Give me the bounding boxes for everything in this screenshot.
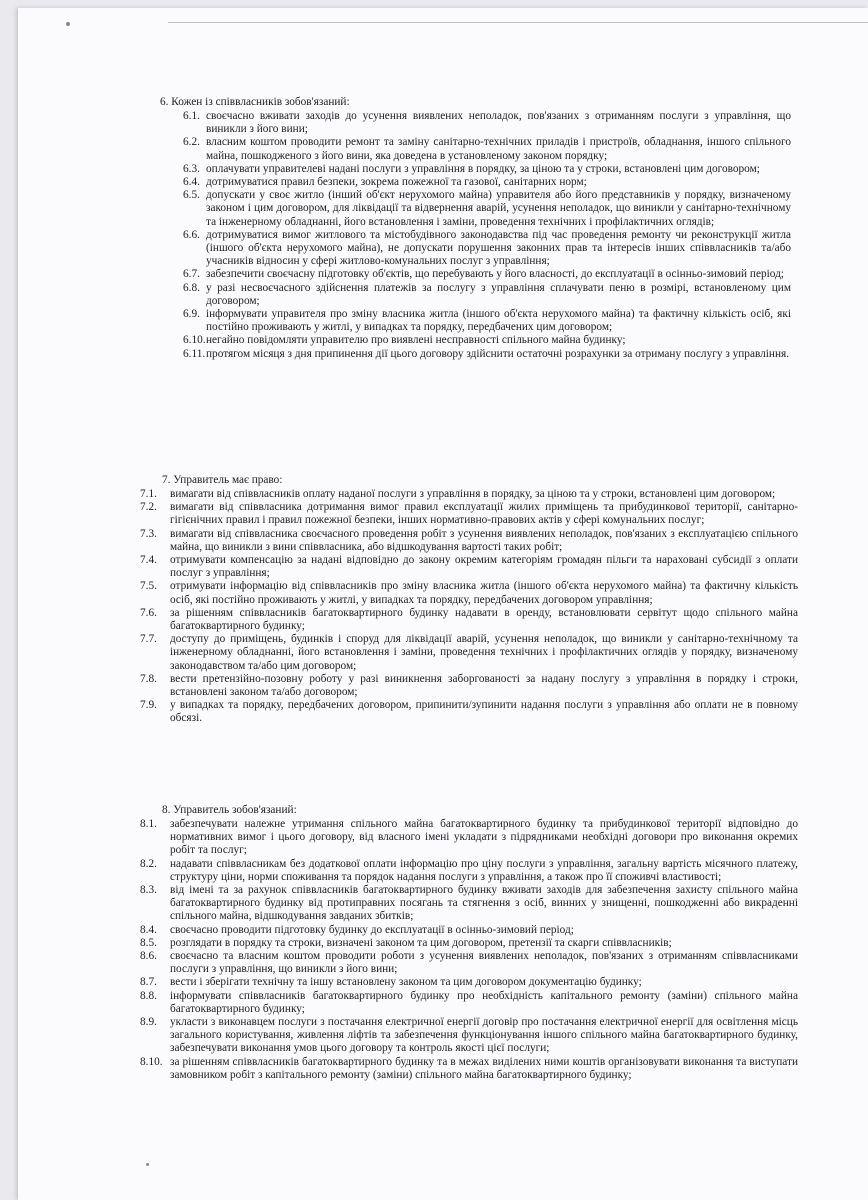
item-number: 7.3. — [140, 527, 157, 540]
list-item — [18, 282, 868, 308]
list-item — [18, 884, 868, 924]
item-number: 8.2. — [140, 857, 157, 870]
list-item — [18, 136, 868, 162]
list-item — [18, 633, 868, 673]
item-text: інформувати управителя про зміну власника житла (іншого об'єкта нерухомого майна) та фактичну кількість осіб, які постійно проживають у житлі, у випадках та порядку, передбачених цим договором; — [206, 308, 791, 334]
document-page — [18, 8, 868, 1200]
list-item — [18, 673, 868, 699]
list-item — [18, 334, 868, 347]
item-number: 7.7. — [140, 633, 157, 646]
document-body — [18, 8, 868, 1200]
item-number: 8.8. — [140, 989, 157, 1002]
list-item — [18, 268, 868, 281]
item-text: протягом місяця з дня припинення дії цього договору здійснити остаточні розрахунки за отриману послугу з управління. — [206, 347, 790, 360]
list-item — [18, 501, 868, 527]
item-number: 7.1. — [140, 488, 157, 500]
list-item — [18, 937, 868, 950]
list-item — [18, 308, 868, 334]
item-number: 6.7. — [183, 268, 200, 281]
item-number: 6.4. — [183, 176, 200, 189]
item-number: 6.6. — [183, 228, 200, 241]
list-item — [18, 348, 868, 361]
item-number: 8.4. — [140, 923, 157, 936]
list-item — [18, 488, 868, 501]
list-item — [18, 110, 868, 136]
item-text: надавати співвласникам без додаткової оплати інформацію про ціну послуги з управління, загальну вартість місячного платежу, структуру ціни, норми споживання та порядок надання послуги з управління, а також про її споживчі властивості; — [170, 857, 798, 883]
item-number: 7.5. — [140, 580, 157, 593]
list-item — [18, 1016, 868, 1056]
list-item — [18, 924, 868, 937]
item-text: дотримуватися правил безпеки, зокрема пожежної та газової, санітарних норм; — [206, 176, 587, 189]
item-number: 8.10. — [140, 1055, 163, 1068]
section-6-heading: 6. Кожен із співвласників зобов'язаний: — [160, 96, 350, 108]
item-number: 6.5. — [183, 189, 200, 202]
item-text: отримувати інформацію від співвласників про зміну власника житла (іншого об'єкта нерухомого майна) та фактичну кількість осіб, які постійно проживають у житлі, у випадках та порядку, передбачених договором управління; — [170, 580, 798, 606]
section-7-list — [18, 488, 868, 726]
item-number: 6.2. — [183, 136, 200, 149]
item-number: 8.9. — [140, 1016, 157, 1029]
item-text: негайно повідомляти управителю про виявлені несправності спільного майна будинку; — [206, 334, 626, 347]
item-number: 6.11. — [183, 347, 206, 360]
item-text: отримувати компенсацію за надані відповідно до закону окремим категоріям громадян пільги та нараховані субсидії з оплати послуг з управління; — [170, 554, 798, 580]
item-text: за рішенням співвласників багатоквартирного будинку надавати в оренду, встановлювати сервітут щодо спільного майна багатоквартирного будинку; — [170, 606, 798, 633]
item-text: у разі несвоєчасного здійснення платежів за послугу з управління сплачувати пеню в розмірі, встановленому цим договором; — [206, 281, 791, 307]
item-number: 8.5. — [140, 936, 157, 949]
item-number: 6.3. — [183, 162, 200, 175]
item-text: власним коштом проводити ремонт та заміну санітарно-технічних приладів і пристроїв, обладнання, іншого спільного майна, пошкодженого з його вини, яка доведена в установленому законом порядку; — [206, 136, 791, 162]
item-text: укласти з виконавцем послуги з постачання електричної енергії договір про постачання електричної енергії для освітлення місць загального користування, живлення ліфтів та забезпечення функціонування іншого спільного майна багатоквартирного будинку, забезпечувати виконання умов цього договору та контроль якості цієї послуги; — [170, 1016, 798, 1055]
item-text: забезпечити своєчасну підготовку об'єктів, що перебувають у його власності, до експлуатації в осінньо-зимовий період; — [206, 268, 784, 281]
item-number: 8.6. — [140, 950, 157, 963]
item-number: 8.3. — [140, 884, 157, 897]
list-item — [18, 189, 868, 229]
item-number: 8.7. — [140, 976, 157, 989]
list-item — [18, 554, 868, 580]
item-number: 7.2. — [140, 501, 157, 514]
list-item — [18, 229, 868, 269]
item-text: своєчасно вживати заходів до усунення виявлених неполадок, пов'язаних з отриманням послуги з управління, що виникли з його вини; — [206, 110, 791, 136]
item-text: дотримуватися вимог житлового та містобудівного законодавства під час проведення ремонту чи реконструкції житла (іншого об'єкта нерухомого майна), не допускати порушення законних прав та інтересів інших співвласників та/або учасників відносин у сфері житлово-комунальних послуг з управління; — [206, 228, 791, 268]
list-item — [18, 818, 868, 858]
item-text: вести претензійно-позовну роботу у разі виникнення заборгованості за надану послугу з управління в порядку і строки, встановлені законом та/або договором; — [170, 672, 798, 699]
item-number: 7.8. — [140, 672, 157, 685]
section-8-list — [18, 818, 868, 1082]
list-item — [18, 976, 868, 989]
list-item — [18, 858, 868, 884]
section-6-list — [18, 110, 868, 361]
list-item — [18, 950, 868, 976]
item-number: 7.4. — [140, 554, 157, 567]
section-7-heading: 7. Управитель має право: — [162, 474, 283, 486]
item-text: інформувати співвласників багатоквартирного будинку про необхідність капітального ремонту (заміни) спільного майна багатоквартирного будинку; — [170, 989, 798, 1015]
list-item — [18, 1056, 868, 1082]
item-number: 6.10. — [183, 334, 206, 347]
item-text: за рішенням співвласників багатоквартирного будинку та в межах виділених ними коштів організовувати виконання та виступати замовником робіт з капітального ремонту (заміни) спільного майна багатоквартирного будинку; — [170, 1055, 798, 1081]
item-number: 6.9. — [183, 308, 200, 321]
item-text: вести і зберігати технічну та іншу встановлену законом та цим договором документацію будинку; — [170, 976, 642, 989]
item-number: 8.1. — [140, 818, 157, 830]
list-item — [18, 163, 868, 176]
list-item — [18, 528, 868, 554]
item-text: своєчасно та власним коштом проводити роботи з усунення виявлених неполадок, пов'язаних з отриманням співвласниками послуги з управління, що виникли з його вини; — [170, 950, 798, 976]
item-text: допускати у своє житло (інший об'єкт нерухомого майна) управителя або його представників у порядку, визначеному законом і цим договором, для ліквідації та відвернення аварій, усунення неполадок, що виникли у санітарно-технічному та інженерному обладнанні, його встановлення і заміни, проведення технічних і профілактичних оглядів; — [206, 189, 791, 228]
item-text: доступу до приміщень, будинків і споруд для ліквідації аварій, усунення неполадок, що виникли у санітарно-технічному та інженерному обладнанні, його встановлення і заміни, проведення технічних і профілактичних оглядів у порядку, визначеному законодавством та/або цим договором; — [170, 633, 798, 672]
item-text: забезпечувати належне утримання спільного майна багатоквартирного будинку та прибудинкової території відповідно до нормативних вимог і цього договору, від власного імені укладати з підрядниками необхідні договори про виконання окремих робіт та послуг; — [170, 818, 798, 857]
item-number: 6.8. — [183, 281, 200, 294]
list-item — [18, 699, 868, 725]
item-text: вимагати від співвласників оплату наданої послуги з управління в порядку, за ціною та у строки, встановлені цим договором; — [170, 488, 776, 500]
list-item — [18, 580, 868, 606]
item-number: 6.1. — [183, 110, 200, 122]
item-number: 7.9. — [140, 699, 157, 712]
item-text: розглядати в порядку та строки, визначені законом та цим договором, претензії та скарги співвласників; — [170, 936, 672, 949]
list-item — [18, 607, 868, 633]
item-text: вимагати від співвласника дотримання вимог правил експлуатації жилих приміщень та прибудинкової території, санітарно-гігієнічних правил і правил пожежної безпеки, інших нормативно-правових актів у сфері комунальних послуг; — [170, 501, 798, 527]
item-text: від імені та за рахунок співвласників багатоквартирного будинку вживати заходів для забезпечення захисту спільного майна багатоквартирного будинку від протиправних посягань та стягнення з осіб, винних у знищенні, пошкодженні або викраденні спільного майна, відшкодування завданих збитків; — [170, 884, 798, 923]
list-item — [18, 176, 868, 189]
section-8-heading: 8. Управитель зобов'язаний: — [162, 804, 297, 816]
item-text: у випадках та порядку, передбачених договором, припинити/зупинити надання послуги з управління або оплати не в повному обсязі. — [170, 699, 798, 725]
item-text: вимагати від співвласника своєчасного проведення робіт з усунення виявлених неполадок, пов'язаних з експлуатацією спільного майна, що виникли з вини співвласника, або відшкодування вартості таких робіт; — [170, 527, 798, 553]
list-item — [18, 990, 868, 1016]
item-text: своєчасно проводити підготовку будинку до експлуатації в осінньо-зимовий період; — [170, 923, 574, 936]
item-number: 7.6. — [140, 606, 157, 619]
item-text: оплачувати управителеві надані послуги з управління в порядку, за ціною та у строки, встановлені цим договором; — [206, 162, 760, 175]
